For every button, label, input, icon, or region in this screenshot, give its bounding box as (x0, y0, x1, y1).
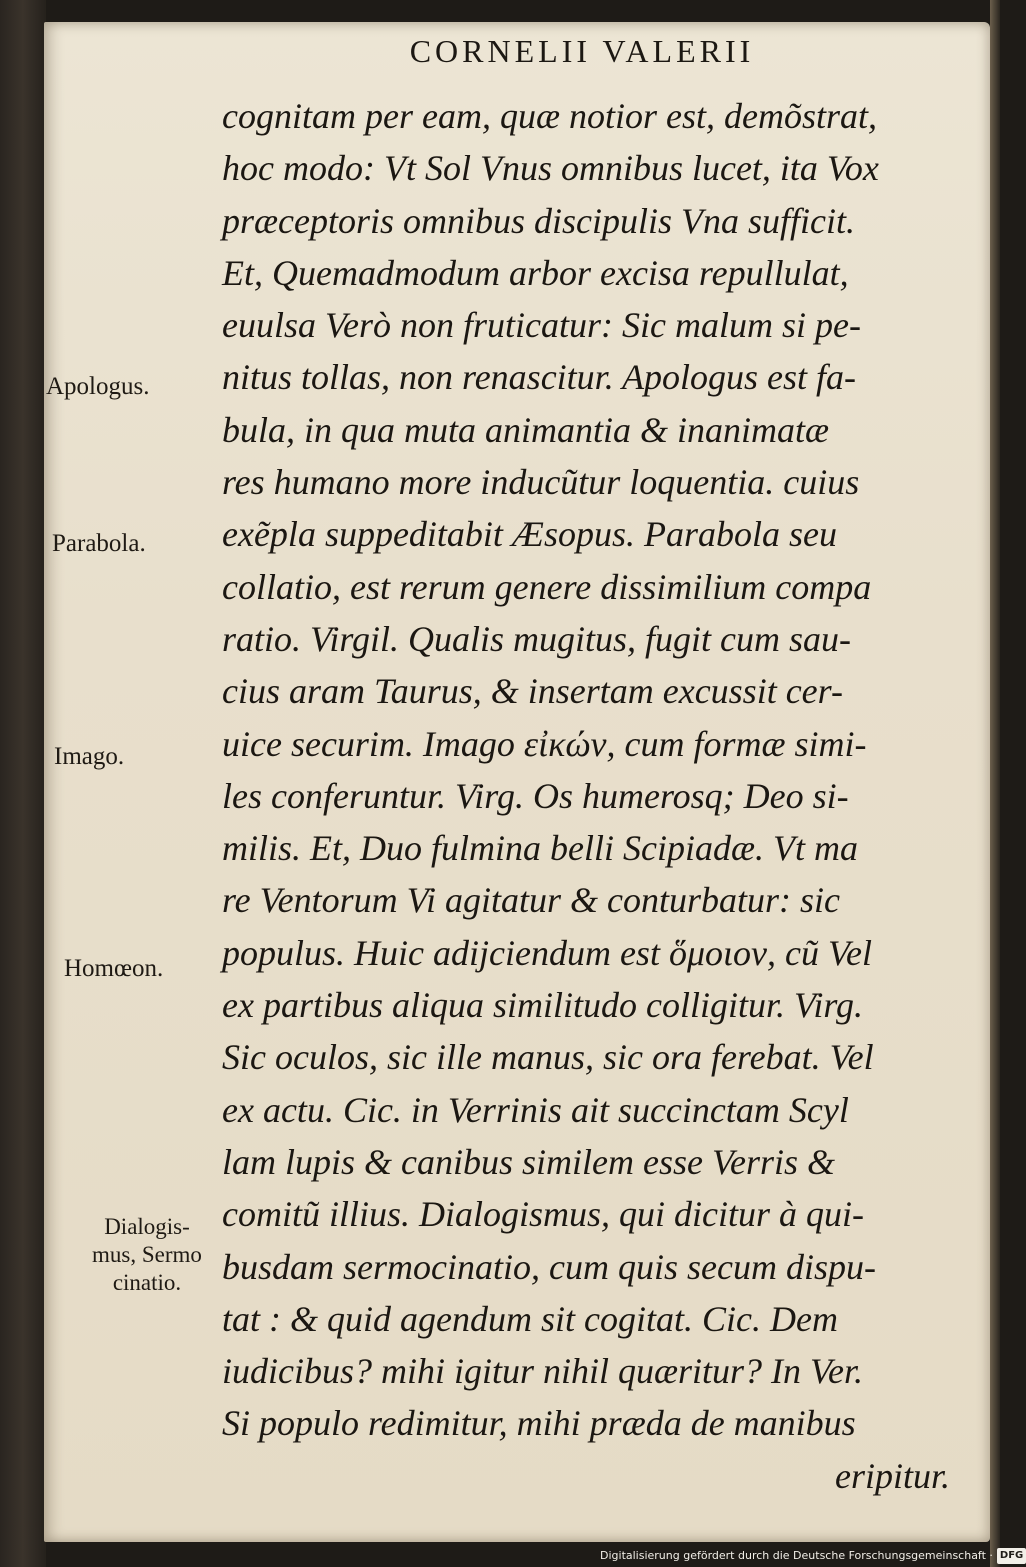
main-text (222, 90, 964, 1502)
text-line: hoc modo: Vt Sol Vnus omnibus lucet, ita Vox (222, 148, 879, 189)
margin-note-apologus: Apologus. (46, 373, 150, 400)
digitization-credit (600, 1548, 1024, 1564)
margin-note-imago: Imago. (54, 743, 125, 770)
text-line: cius aram Taurus, & insertam excussit cer- (222, 671, 843, 712)
text-line: Sic oculos, sic ille manus, sic ora ferebat. Vel (222, 1037, 874, 1078)
text-line: nitus tollas, non renascitur. Apologus est fa- (222, 357, 857, 398)
page-edge (990, 0, 1000, 1567)
text-line: les conferuntur. Virg. Os humerosq; Deo si- (222, 775, 849, 816)
text-line: exẽpla suppeditabit Æsopus. Parabola seu (222, 514, 837, 555)
text-line: Et, Quemadmodum arbor excisa repullulat, (222, 252, 849, 293)
dfg-logo: DFG (997, 1548, 1026, 1564)
text-line: cognitam per eam, quæ notior est, demõstrat, (222, 96, 877, 136)
text-line: populus. Huic adijciendum est ὅμοιον, cũ Vel (222, 932, 872, 973)
margin-note-dialogismus-line2: mus, Sermo (92, 1242, 202, 1267)
text-line: comitũ illius. Dialogismus, qui dicitur à qui- (222, 1194, 865, 1235)
text-line: Si populo redimitur, mihi præda de manibus (222, 1403, 856, 1444)
text-line: res humano more inducũtur loquentia. cuius (222, 462, 860, 503)
margin-note-dialogismus-line1: Dialogis- (104, 1214, 190, 1239)
credit-text: Digitalisierung gefördert durch die Deutsche Forschungsgemeinschaft · (600, 1549, 993, 1562)
text-line: collatio, est rerum genere dissimilium compa (222, 566, 872, 607)
text-line: uice securim. Imago εἰκών, cum formæ simi- (222, 723, 867, 764)
text-line: lam lupis & canibus similem esse Verris & (222, 1141, 835, 1182)
margin-note-dialogismus-line3: cinatio. (112, 1270, 182, 1295)
text-line: euulsa Verò non fruticatur: Sic malum si pe- (222, 305, 861, 346)
text-line: ratio. Virgil. Qualis mugitus, fugit cum sau- (222, 618, 852, 659)
text-line: iudicibus? mihi igitur nihil quæritur? In Ver. (222, 1351, 864, 1392)
text-line: ex actu. Cic. in Verrinis ait succinctam Scyl (222, 1089, 849, 1130)
book-gutter (0, 0, 46, 1567)
text-line: bula, in qua muta animantia & inanimatæ (222, 409, 830, 450)
margin-note-parabola: Parabola. (52, 530, 146, 557)
text-line: tat : & quid agendum sit cogitat. Cic. Dem (222, 1298, 838, 1339)
text-line-catchword: eripitur. (834, 1455, 950, 1496)
margin-note-homoeon: Homœon. (64, 955, 164, 982)
margin-note-dialogismus (62, 1213, 232, 1297)
marginal-notes (46, 0, 232, 1400)
text-line: præceptoris omnibus discipulis Vna sufficit. (222, 200, 856, 241)
running-head: CORNELII VALERII (409, 33, 755, 69)
text-line: ex partibus aliqua similitudo colligitur. Virg. (222, 985, 864, 1026)
text-line: busdam sermocinatio, cum quis secum dispu- (222, 1246, 876, 1287)
text-line: milis. Et, Duo fulmina belli Scipiadæ. Vt ma (222, 828, 858, 869)
text-line: re Ventorum Vi agitatur & conturbatur: sic (222, 880, 840, 921)
